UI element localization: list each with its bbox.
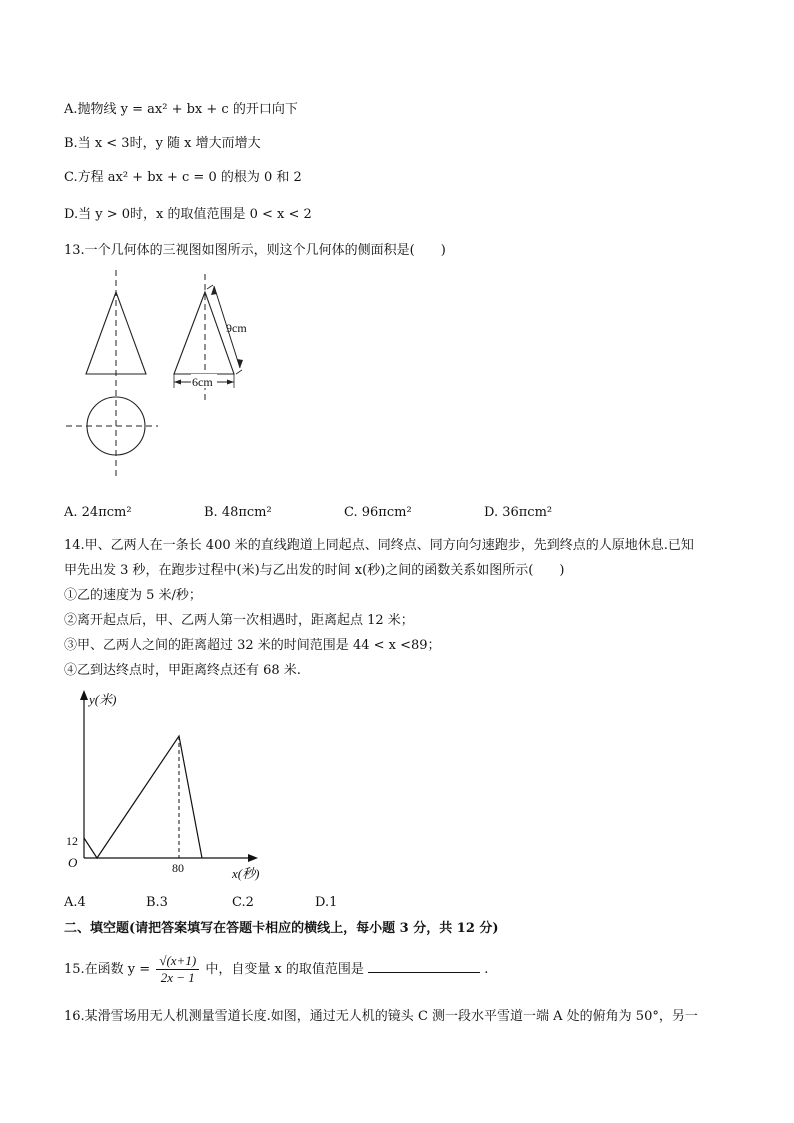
x-tick-80: 80 — [172, 861, 184, 875]
q15-suffix: 中，自变量 x 的取值范围是 — [205, 962, 364, 977]
slant-height-label: 9cm — [226, 321, 247, 335]
q13-option-a: A. 24πcm² — [64, 505, 132, 520]
q14-statement-2: ②离开起点后，甲、乙两人第一次相遇时，距离起点 12 米； — [64, 613, 414, 628]
front-view — [86, 270, 146, 480]
x-axis-label: x(秒) — [232, 866, 260, 881]
q13-three-view-figure — [60, 270, 280, 485]
q14-option-d: D.1 — [315, 895, 338, 910]
q12-option-b: B.当 x < 3时，y 随 x 增大而增大 — [64, 136, 261, 151]
section-2-heading: 二、填空题(请把答案填写在答题卡相应的横线上，每小题 3 分，共 12 分) — [64, 921, 499, 936]
distance-curve — [84, 736, 202, 858]
y-tick-12: 12 — [66, 834, 78, 848]
base-diameter-label: 6cm — [192, 375, 213, 389]
q14-option-a: A.4 — [64, 895, 86, 910]
q12-option-d: D.当 y > 0时，x 的取值范围是 0 < x < 2 — [64, 207, 312, 222]
q13-option-c: C. 96πcm² — [344, 505, 412, 520]
q12-option-a: A.抛物线 y = ax² + bx + c 的开口向下 — [64, 102, 298, 117]
q14-stem-line2: 甲先出发 3 秒，在跑步过程中(米)与乙出发的时间 x(秒)之间的函数关系如图所示( ) — [64, 563, 565, 578]
q14-statement-1: ①乙的速度为 5 米/秒； — [64, 588, 202, 603]
q14-statement-4: ④乙到达终点时，甲距离终点还有 68 米. — [64, 663, 301, 678]
q13-option-d: D. 36πcm² — [484, 505, 553, 520]
origin-label: O — [68, 855, 78, 870]
q15-prefix: 15.在函数 y = — [64, 962, 151, 977]
q13-option-b: B. 48πcm² — [204, 505, 272, 520]
q14-statement-3: ③甲、乙两人之间的距离超过 32 米的时间范围是 44 < x <89； — [64, 638, 441, 653]
q15-answer-blank[interactable] — [368, 960, 480, 973]
top-view — [66, 397, 158, 455]
q14-option-b: B.3 — [146, 895, 168, 910]
side-view — [174, 274, 247, 402]
q14-option-c: C.2 — [232, 895, 254, 910]
q15-fraction — [156, 953, 199, 986]
q14-stem-line1: 14.甲、乙两人在一条长 400 米的直线跑道上同起点、同终点、同方向匀速跑步，先到终点的人原地休息.已知 — [64, 538, 694, 553]
q15-line — [64, 952, 488, 992]
q16-text: 16.某滑雪场用无人机测量雪道长度.如图，通过无人机的镜头 C 测一段水平雪道一端 A 处的俯角为 50°，另一 — [64, 1009, 698, 1024]
q13-stem: 13.一个几何体的三视图如图所示，则这个几何体的侧面积是( ) — [64, 243, 446, 258]
q15-denominator: 2x − 1 — [160, 970, 195, 985]
q12-option-c: C.方程 ax² + bx + c = 0 的根为 0 和 2 — [64, 170, 302, 185]
q15-numerator: √(x+1) — [156, 953, 199, 970]
q14-distance-time-graph — [60, 686, 270, 886]
y-axis-label: y(米) — [89, 692, 117, 707]
q15-end: . — [484, 962, 489, 977]
